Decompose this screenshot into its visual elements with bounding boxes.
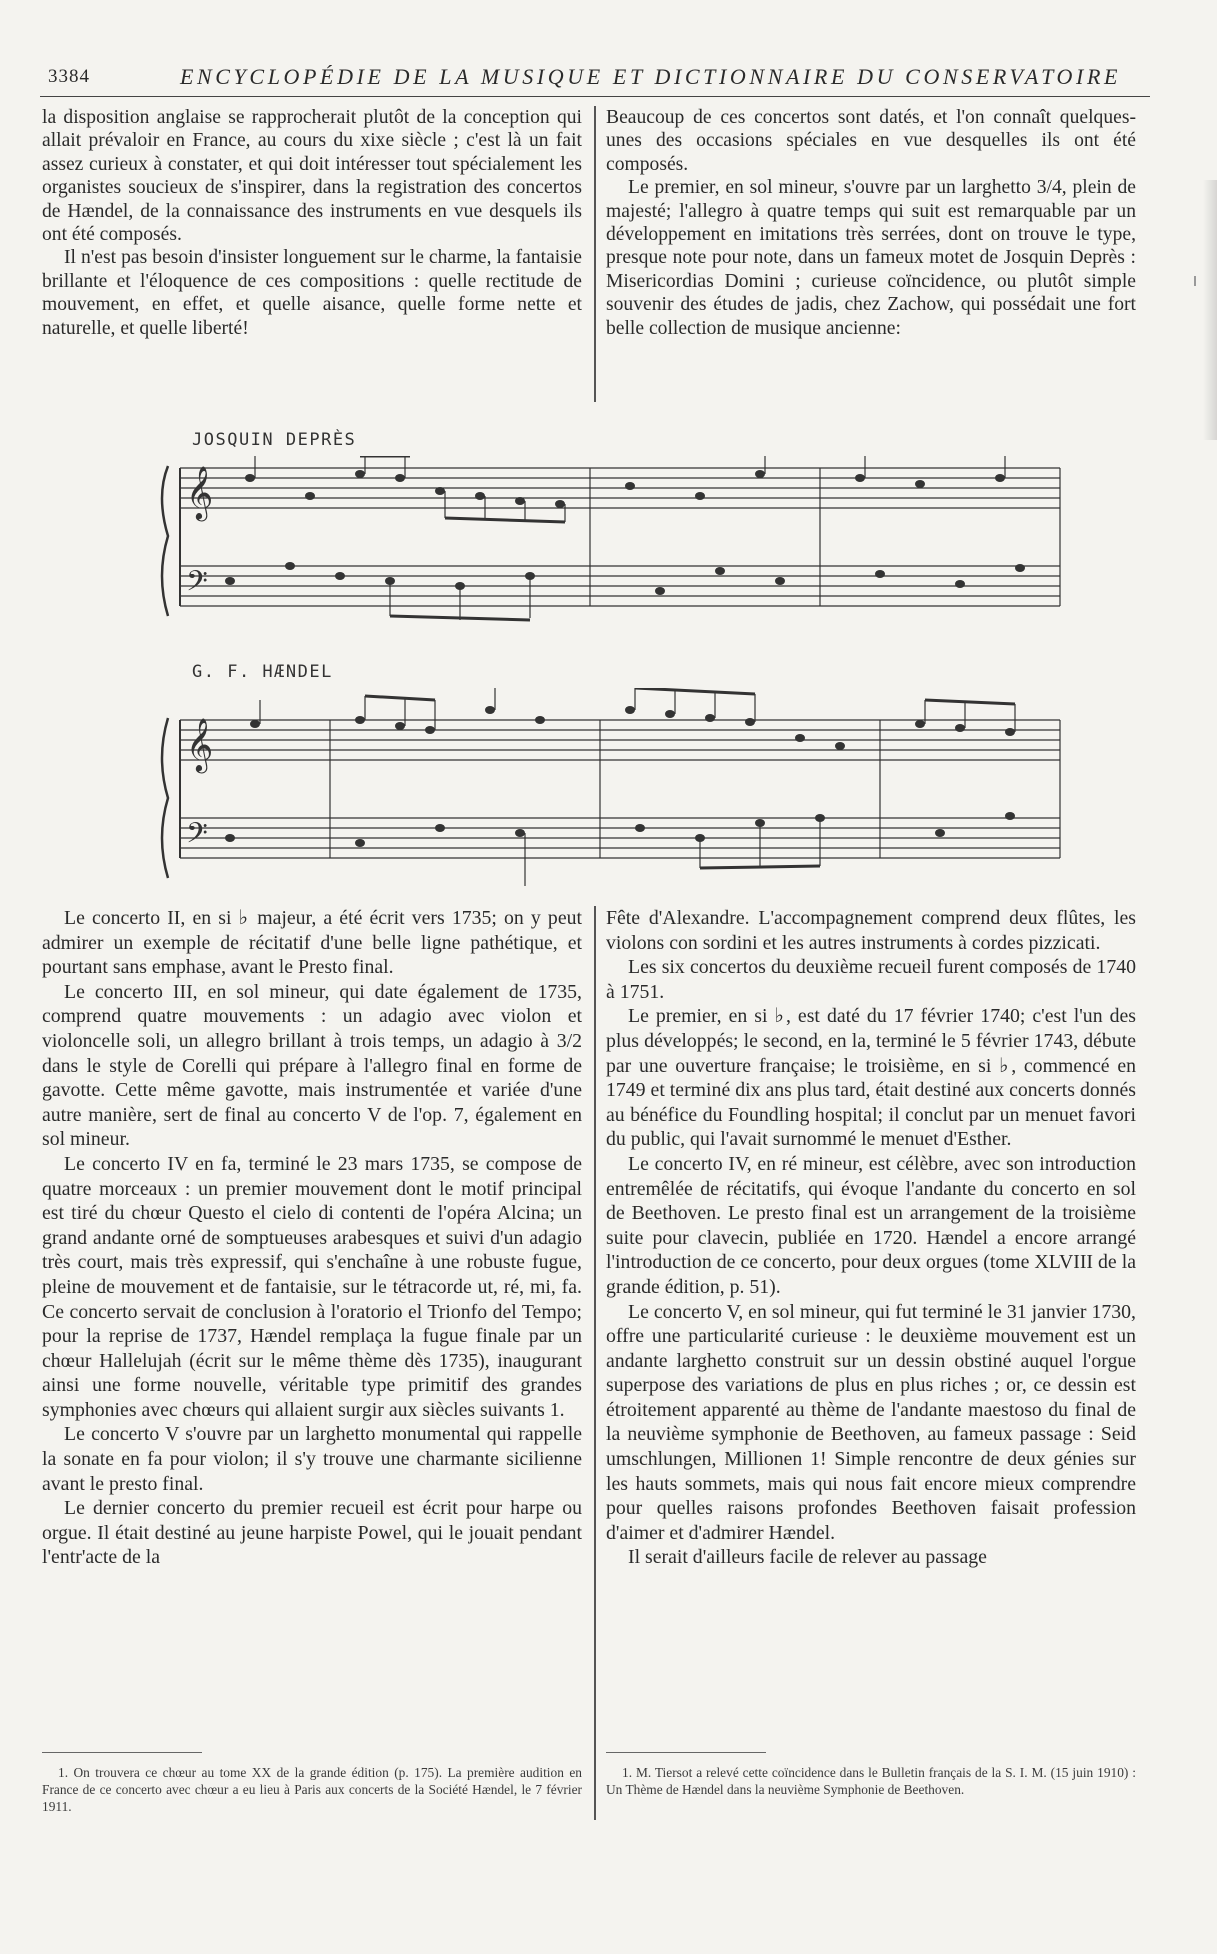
paragraph: Le concerto V, en sol mineur, qui fut terminé le 31 janvier 1730, offre une particularité curieuse : le deuxième mouvement est un andante larghetto construit sur un dessin obstiné auquel l'orgue superpose des variations de plus en plus riches ; or, ce dessin est étroitement apparenté au thème de l'andante maestoso du final de la neuvième symphonie de Beethoven, au fameux passage : Seid umschlungen, Millionen 1! Simple rencontre de deux génies sur les hauts sommets, mais qui nous fait encore mieux comprendre pour quelles raisons profondes Beethoven faisait profession d'aimer et d'admirer Hændel. [606,1300,1136,1544]
paragraph: Fête d'Alexandre. L'accompagnement comprend deux flûtes, les violons con sordini et les autres instruments à cordes pizzicati. [606,907,1136,954]
svg-text:𝄞: 𝄞 [186,717,214,771]
score-haendel [160,688,1070,888]
paragraph: Le concerto IV en fa, terminé le 23 mars 1735, se compose de quatre morceaux : un premier mouvement dont le motif principal est tiré du chœur Questo el cielo di contenti de l'opéra Alcina; un grand andante orné de somptueuses arabesques et suivi d'un adagio très court, mais très expressif, qui s'enchaîne à une robuste fugue, pleine de mouvement et de fantaisie, sur le tétracorde ut, ré, mi, fa. Ce concerto servait de conclusion à l'oratorio el Trionfo del Tempo; pour la reprise de 1737, Hændel remplaça la fugue finale par un chœur Hallelujah (écrit sur le même thème dès 1735), inaugurant ainsi une forme nouvelle, véritable type primitif des grandes symphonies avec chœurs qui allaient surgir aux siècles suivants 1. [42,1152,582,1421]
column-divider [594,106,596,402]
paragraph: Le concerto III, en sol mineur, qui date également de 1735, comprend quatre mouvements : un adagio avec violon et violoncelle soli, un allegro brillant à trois temps, un adagio à 3/2 dans le style de Corelli qui prépare à l'allegro final en forme de gavotte. Cette même gavotte, mais instrumentée et variée d'une autre manière, sert de final au concerto V de l'op. 7, également en sol mineur. [42,980,582,1151]
page-edge-shadow [1203,180,1217,440]
paragraph: la disposition anglaise se rapprocherait plutôt de la conception qui allait prévaloir en France, au cours du xixe siècle ; c'est là un fait assez curieux à constater, et qui doit intéresser tout spécialement les organistes soucieux de s'inspirer, dans la registration des concertos de Hændel, de la connaissance des instruments en vue desquels ils ont été composés. [42,107,582,246]
paragraph: Il n'est pas besoin d'insister longuement sur le charme, la fantaisie brillante et l'éloquence de ces compositions : quelle rectitude de mouvement, en effet, et quelle aisance, quelle forme nette et naturelle, et quelle liberté! [42,247,582,339]
column-divider [594,906,596,1786]
paragraph: Les six concertos du deuxième recueil furent composés de 1740 à 1751. [606,956,1136,1003]
example-label-haendel: G. F. HÆNDEL [192,662,333,682]
svg-text:𝄢: 𝄢 [186,817,208,857]
paragraph: Le concerto II, en si ♭ majeur, a été écrit vers 1735; on y peut admirer un exemple de récitatif d'une belle ligne pathétique, et pourtant sans emphase, avant le Presto final. [42,907,582,979]
svg-text:𝄢: 𝄢 [186,565,208,605]
bottom-left-column [42,906,582,1570]
bottom-right-column [606,906,1136,1570]
example-label-josquin: JOSQUIN DEPRÈS [192,430,357,450]
paragraph: Le premier, en sol mineur, s'ouvre par un larghetto 3/4, plein de majesté; l'allegro à quatre temps qui suit est remarquable par un développement en imitations très serrées, dont on trouve le type, presque note pour note, dans un fameux motet de Josquin Deprès : Misericordias Domini ; curieuse coïncidence, ou plutôt simple souvenir des études de jadis, chez Zachow, qui possédait une fort belle collection de musique ancienne: [606,177,1136,339]
footnote-text: 1. M. Tiersot a relevé cette coïncidence dans le Bulletin français de la S. I. M. (15 juin 1910) : Un Thème de Hændel dans la neuvième Symphonie de Beethoven. [606,1765,1136,1797]
paragraph: Le concerto V s'ouvre par un larghetto monumental qui rappelle la sonate en fa pour violon; il s'y trouve une charmante sicilienne avant le presto final. [42,1423,582,1495]
paragraph: Le premier, en si ♭, est daté du 17 février 1740; c'est l'un des plus développés; le second, en la, terminé le 5 février 1743, débute par une ouverture française; le troisième, en si ♭, commencé en 1749 et terminé dix ans plus tard, était destiné aux concerts donnés au bénéfice du Foundling hospital; il conclut par un menuet favori du public, qui l'avait surnommé le menuet d'Esther. [606,1005,1136,1151]
running-title: ENCYCLOPÉDIE DE LA MUSIQUE ET DICTIONNAIRE DU CONSERVATOIRE [180,64,1122,89]
footnote-right [606,1764,1136,1798]
page-header [40,62,1150,97]
svg-text:𝄞: 𝄞 [186,465,214,519]
paragraph: Le concerto IV, en ré mineur, est célèbre, avec son introduction entremêlée de récitatifs, qui évoque l'andante du concerto en sol de Beethoven. Le presto final est un arrangement de la troisième suite pour clavecin, publiée en 1720. Hændel a encore arrangé l'introduction de ce concerto, pour deux orgues (tome XLVIII de la grande édition, p. 51). [606,1152,1136,1298]
footnote-left [42,1764,582,1815]
footnote-rule [42,1752,202,1753]
paragraph: Il serait d'ailleurs facile de relever au passage [628,1546,987,1569]
paragraph: Le dernier concerto du premier recueil est écrit pour harpe ou orgue. Il était destiné au jeune harpiste Powel, qui le jouait pendant l'entr'acte de la [42,1497,582,1569]
top-left-column [42,106,582,340]
paragraph: Beaucoup de ces concertos sont datés, et l'on connaît quelques-unes des occasions spéciales en vue desquelles ils ont été composés. [606,107,1136,175]
top-right-column [606,106,1136,340]
page-number: 3384 [48,66,90,87]
margin-mark [1194,276,1196,286]
column-divider [594,1760,596,1820]
footnote-rule [606,1752,766,1753]
score-josquin [160,456,1070,626]
footnote-text: 1. On trouvera ce chœur au tome XX de la grande édition (p. 175). La première audition en France de ce concerto avec chœur a eu lieu à Paris aux concerts de la Société Hændel, le 7 février 1911. [42,1765,582,1814]
